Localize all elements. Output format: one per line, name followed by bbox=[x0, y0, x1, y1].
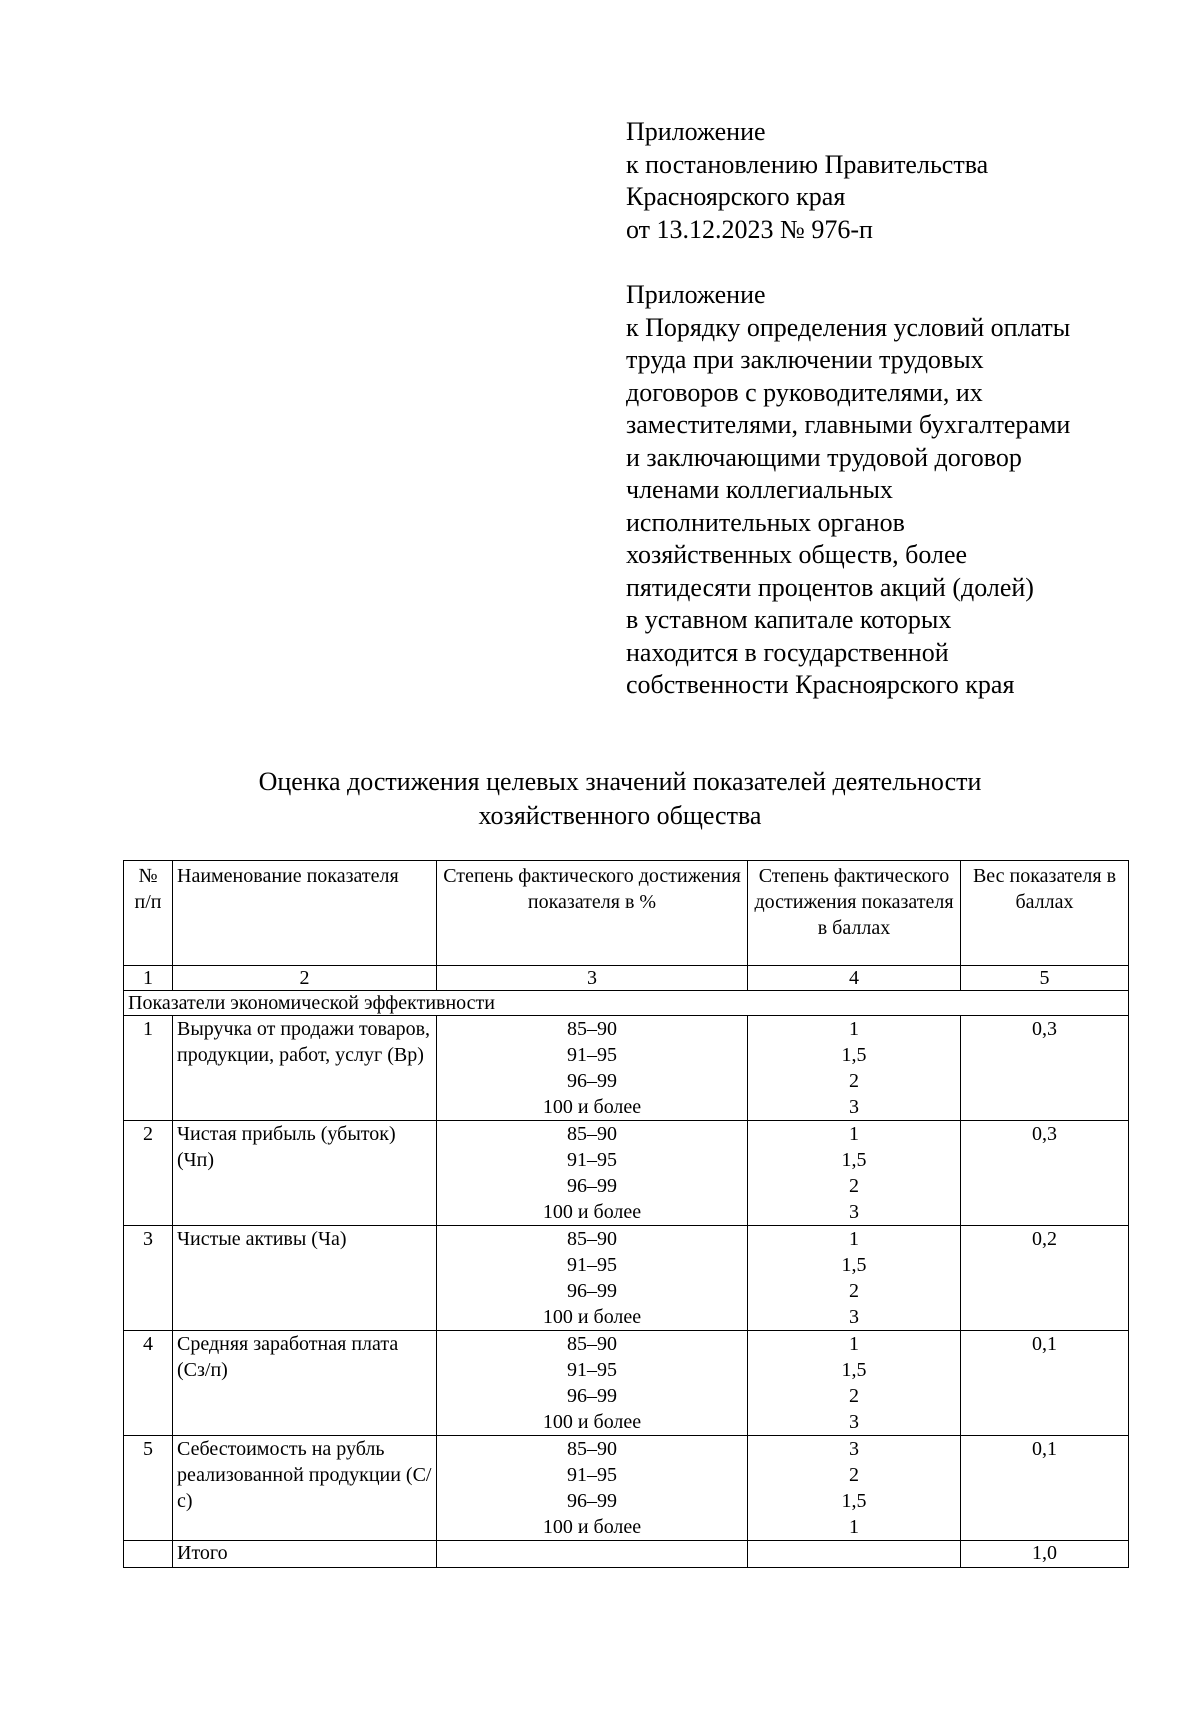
score-value: 3 bbox=[849, 1411, 859, 1433]
row-number: 4 bbox=[124, 1331, 173, 1436]
title-line-2: хозяйственного общества bbox=[478, 801, 762, 830]
score-value: 1,5 bbox=[841, 1490, 867, 1512]
indicator-weight: 0,1 bbox=[961, 1331, 1129, 1436]
row-number: 2 bbox=[124, 1121, 173, 1226]
appendix-line: в уставном капитале которых bbox=[626, 605, 952, 634]
score-value: 3 bbox=[849, 1306, 859, 1328]
range-value: 96–99 bbox=[567, 1070, 617, 1092]
column-number: 1 bbox=[124, 966, 173, 991]
header-num: № п/п bbox=[124, 861, 173, 966]
title-line-1: Оценка достижения целевых значений показателей деятельности bbox=[258, 767, 982, 796]
indicator-name: Средняя заработная плата (Сз/п) bbox=[173, 1331, 437, 1436]
table-row bbox=[124, 1436, 1129, 1541]
appendix-header-resolution bbox=[626, 116, 988, 246]
total-row bbox=[124, 1541, 1129, 1568]
table-row bbox=[124, 1121, 1129, 1226]
indicator-name: Себестоимость на рубль реализованной продукции (С/с) bbox=[173, 1436, 437, 1541]
range-value: 91–95 bbox=[567, 1254, 617, 1276]
range-value: 85–90 bbox=[567, 1228, 617, 1250]
row-number: 5 bbox=[124, 1436, 173, 1541]
appendix-line: хозяйственных обществ, более bbox=[626, 540, 968, 569]
column-number: 2 bbox=[173, 966, 437, 991]
range-value: 91–95 bbox=[567, 1464, 617, 1486]
appendix-line: от 13.12.2023 № 976-п bbox=[626, 214, 873, 244]
total-num-cell bbox=[124, 1541, 173, 1568]
appendix-line: пятидесяти процентов акций (долей) bbox=[626, 572, 1034, 602]
total-empty-cell bbox=[748, 1541, 961, 1568]
range-value: 85–90 bbox=[567, 1123, 617, 1145]
score-value: 1,5 bbox=[841, 1359, 867, 1381]
appendix-line: находится в государственной bbox=[626, 637, 949, 667]
score-value: 1 bbox=[849, 1123, 859, 1145]
appendix-line: и заключающими трудовой договор bbox=[626, 442, 1022, 472]
range-value: 100 и более bbox=[542, 1201, 642, 1223]
indicators-table bbox=[123, 860, 1129, 1568]
indicator-weight: 0,2 bbox=[961, 1226, 1129, 1331]
percent-ranges bbox=[437, 1331, 748, 1436]
range-value: 96–99 bbox=[567, 1280, 617, 1302]
appendix-line: Приложение bbox=[626, 117, 766, 146]
percent-ranges bbox=[437, 1226, 748, 1331]
table-row bbox=[124, 1226, 1129, 1331]
percent-ranges bbox=[437, 1436, 748, 1541]
section-title: Показатели экономической эффективности bbox=[124, 991, 1129, 1016]
indicator-name: Выручка от продажи товаров, продукции, работ, услуг (Вр) bbox=[173, 1016, 437, 1121]
score-value: 2 bbox=[849, 1464, 859, 1486]
percent-ranges bbox=[437, 1121, 748, 1226]
appendix-line: членами коллегиальных bbox=[626, 475, 893, 504]
header-percent: Степень фактического достижения показателя в % bbox=[437, 861, 748, 966]
table-header-row bbox=[124, 861, 1129, 966]
table-row bbox=[124, 1331, 1129, 1436]
range-value: 85–90 bbox=[567, 1333, 617, 1355]
indicator-name: Чистая прибыль (убыток) (Чп) bbox=[173, 1121, 437, 1226]
row-number: 1 bbox=[124, 1016, 173, 1121]
appendix-line: Приложение bbox=[626, 280, 766, 309]
range-value: 100 и более bbox=[542, 1411, 642, 1433]
score-value: 2 bbox=[849, 1280, 859, 1302]
appendix-line: к Порядку определения условий оплаты bbox=[626, 312, 1071, 342]
appendix-line: заместителями, главными бухгалтерами bbox=[626, 410, 1071, 439]
appendix-line: к постановлению Правительства bbox=[626, 149, 989, 179]
column-number-row bbox=[124, 966, 1129, 991]
table-row bbox=[124, 1016, 1129, 1121]
range-value: 100 и более bbox=[542, 1516, 642, 1538]
range-value: 100 и более bbox=[542, 1306, 642, 1328]
indicator-weight: 0,1 bbox=[961, 1436, 1129, 1541]
document-title bbox=[110, 765, 1130, 833]
total-weight: 1,0 bbox=[961, 1541, 1129, 1568]
column-number: 4 bbox=[748, 966, 961, 991]
column-number: 3 bbox=[437, 966, 748, 991]
appendix-line: труда при заключении трудовых bbox=[626, 345, 984, 374]
score-value: 1 bbox=[849, 1333, 859, 1355]
header-weight: Вес показателя в баллах bbox=[961, 861, 1129, 966]
score-value: 2 bbox=[849, 1070, 859, 1092]
range-value: 96–99 bbox=[567, 1490, 617, 1512]
appendix-header-procedure bbox=[626, 279, 1070, 702]
range-value: 91–95 bbox=[567, 1044, 617, 1066]
score-value: 1 bbox=[849, 1516, 859, 1538]
score-value: 1,5 bbox=[841, 1044, 867, 1066]
range-value: 100 и более bbox=[542, 1096, 642, 1118]
appendix-line: договоров с руководителями, их bbox=[626, 377, 983, 407]
row-number: 3 bbox=[124, 1226, 173, 1331]
indicator-weight: 0,3 bbox=[961, 1016, 1129, 1121]
percent-ranges bbox=[437, 1016, 748, 1121]
range-value: 91–95 bbox=[567, 1149, 617, 1171]
section-row bbox=[124, 991, 1129, 1016]
score-value: 1 bbox=[849, 1228, 859, 1250]
range-value: 96–99 bbox=[567, 1385, 617, 1407]
appendix-line: собственности Красноярского края bbox=[626, 670, 1015, 699]
score-value: 3 bbox=[849, 1201, 859, 1223]
score-value: 2 bbox=[849, 1385, 859, 1407]
score-values bbox=[748, 1436, 961, 1541]
range-value: 96–99 bbox=[567, 1175, 617, 1197]
header-points: Степень фактического достижения показателя в баллах bbox=[748, 861, 961, 966]
score-value: 3 bbox=[849, 1438, 859, 1460]
score-value: 1 bbox=[849, 1018, 859, 1040]
total-label: Итого bbox=[173, 1541, 437, 1568]
column-number: 5 bbox=[961, 966, 1129, 991]
score-values bbox=[748, 1121, 961, 1226]
indicator-weight: 0,3 bbox=[961, 1121, 1129, 1226]
indicator-name: Чистые активы (Ча) bbox=[173, 1226, 437, 1331]
score-values bbox=[748, 1331, 961, 1436]
score-values bbox=[748, 1226, 961, 1331]
score-value: 2 bbox=[849, 1175, 859, 1197]
range-value: 91–95 bbox=[567, 1359, 617, 1381]
score-value: 1,5 bbox=[841, 1149, 867, 1171]
total-empty-cell bbox=[437, 1541, 748, 1568]
range-value: 85–90 bbox=[567, 1018, 617, 1040]
range-value: 85–90 bbox=[567, 1438, 617, 1460]
score-value: 1,5 bbox=[841, 1254, 867, 1276]
score-value: 3 bbox=[849, 1096, 859, 1118]
appendix-line: Красноярского края bbox=[626, 182, 846, 211]
score-values bbox=[748, 1016, 961, 1121]
appendix-line: исполнительных органов bbox=[626, 507, 905, 537]
header-name: Наименование показателя bbox=[173, 861, 437, 966]
